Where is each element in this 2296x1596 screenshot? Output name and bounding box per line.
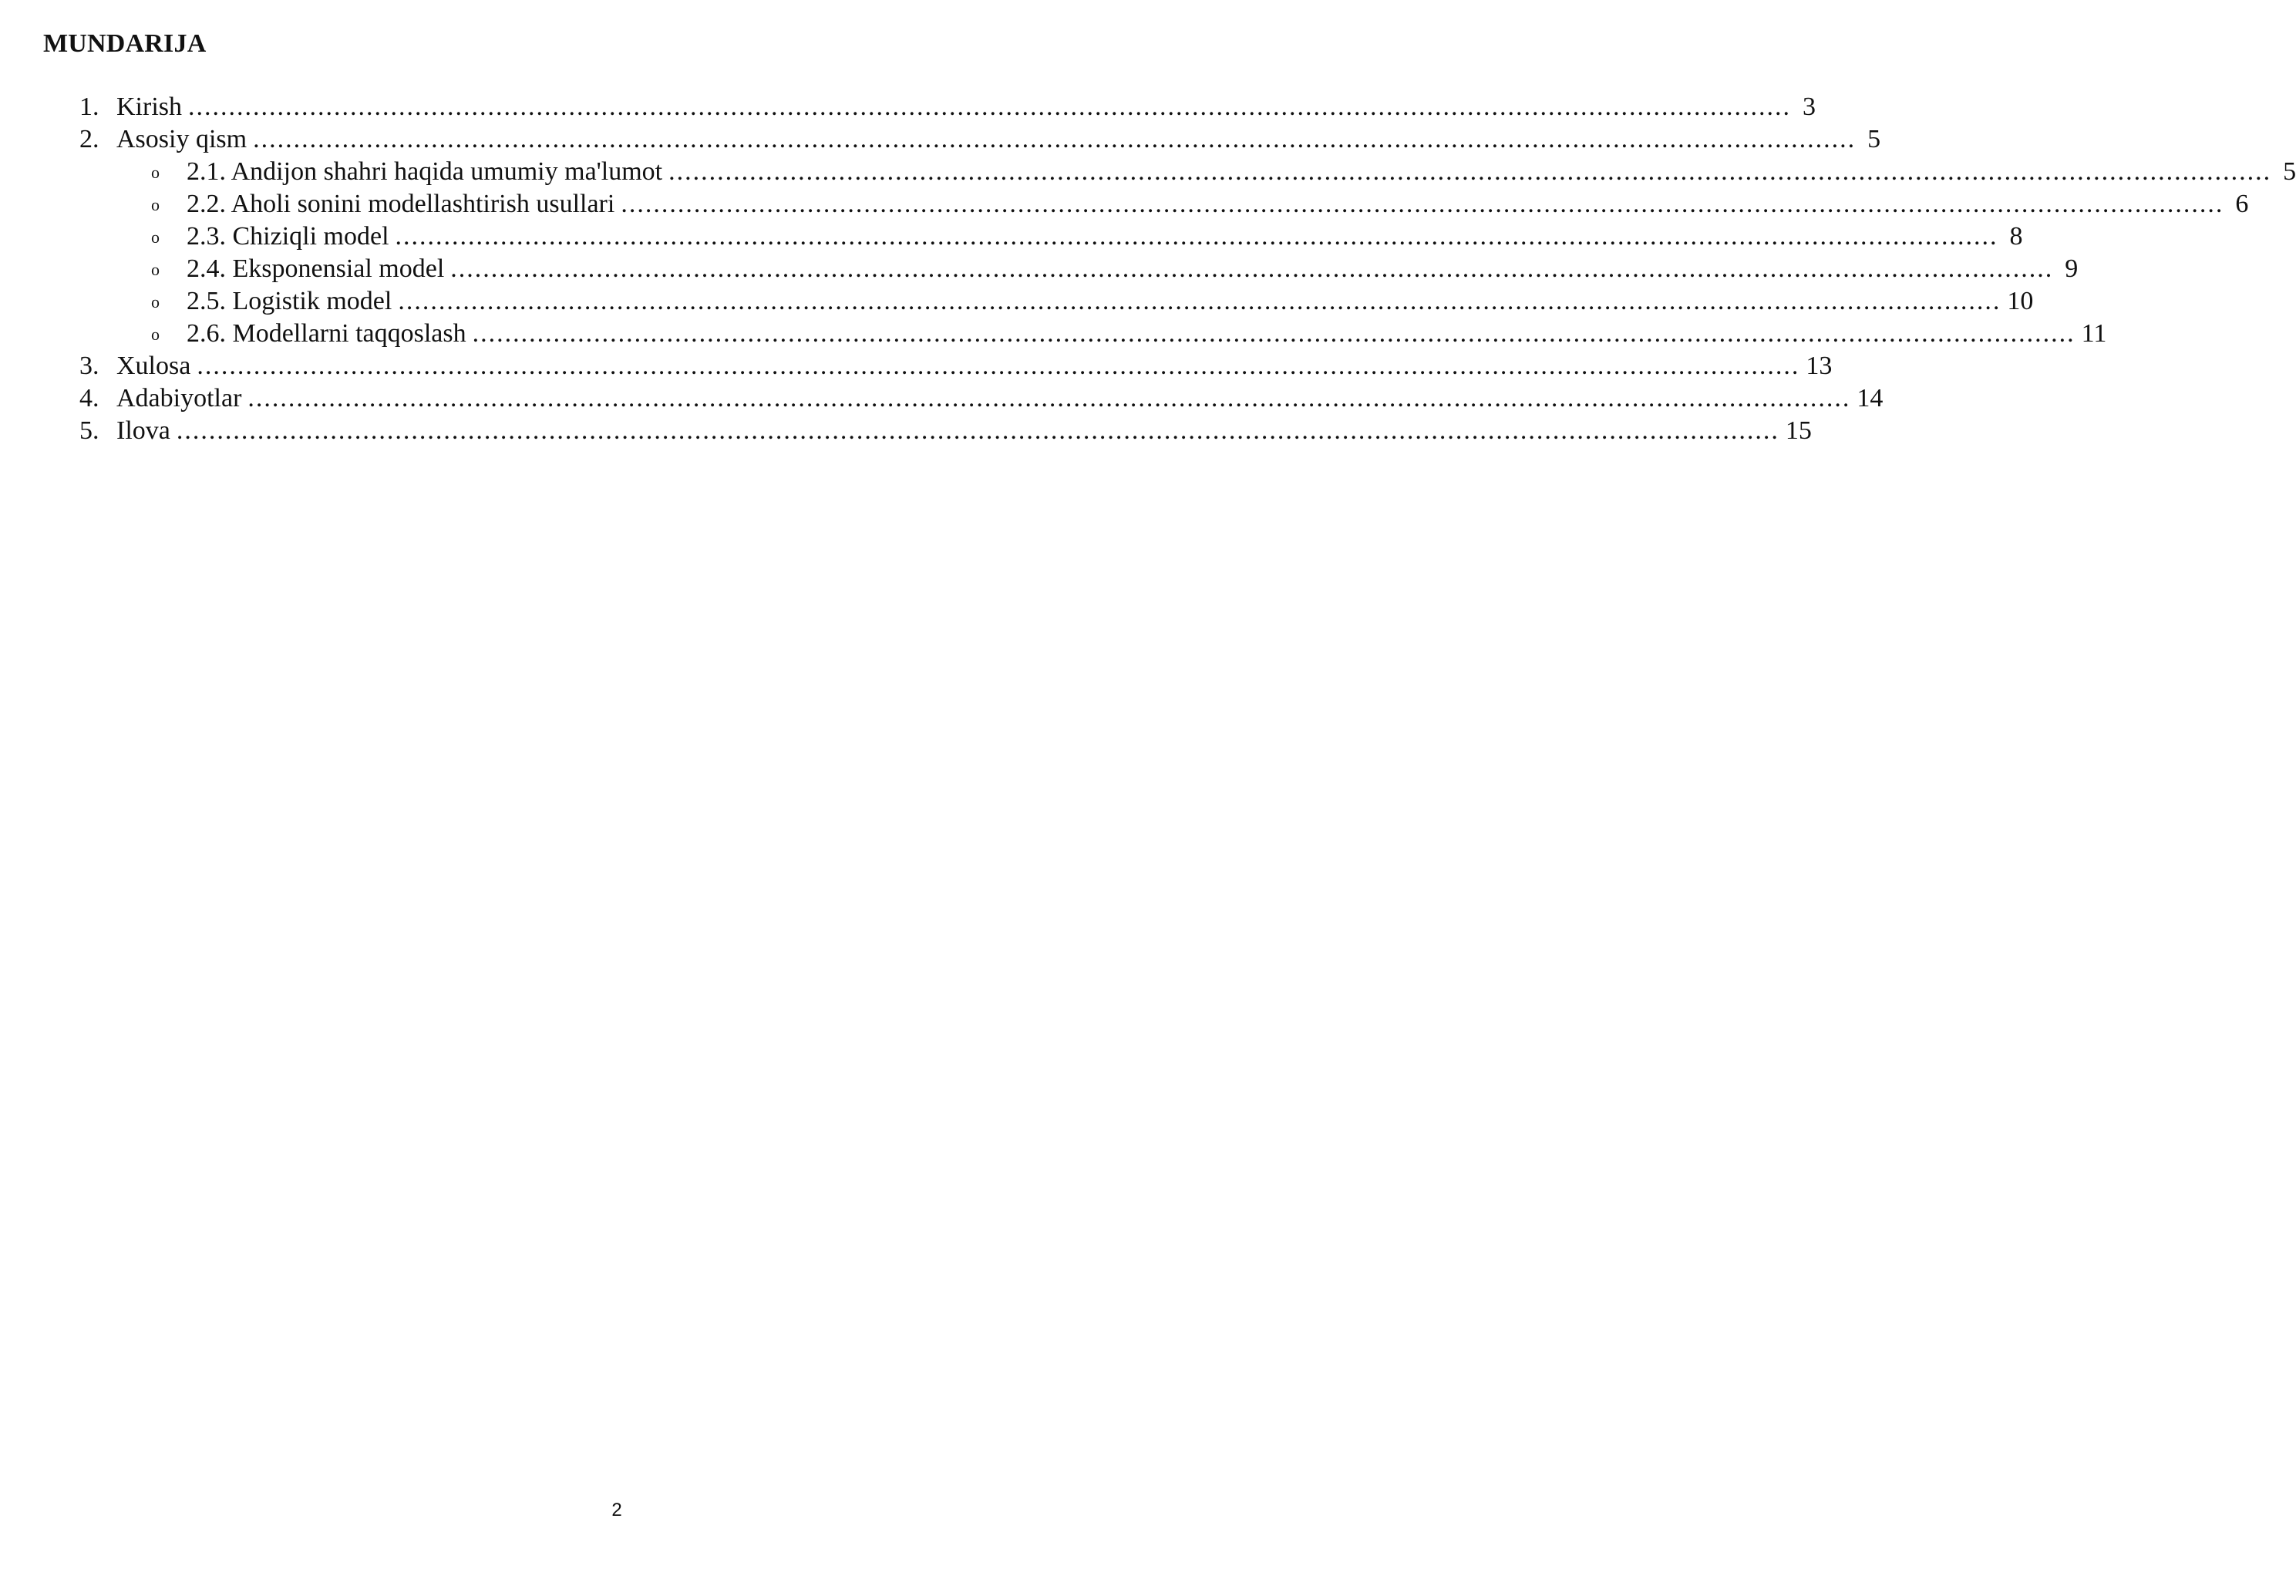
toc-item-number: 3. <box>79 352 99 380</box>
toc-item-page: 15 <box>1785 416 1812 445</box>
dot-leader: ...................................................................................................................................................................................................... <box>621 190 2224 218</box>
page-number: 2 <box>611 1500 622 1520</box>
toc-subitem-2-6[interactable] <box>151 318 2107 350</box>
toc-item-page: 3 <box>1803 93 1816 121</box>
toc-item-page: 5 <box>1867 125 1881 153</box>
toc-subitem-2-5[interactable] <box>151 285 2034 318</box>
toc-item-label: Xulosa <box>116 352 191 380</box>
toc-item-page: 13 <box>1806 352 1833 380</box>
toc-item-page: 9 <box>2065 254 2079 283</box>
toc-item-adabiyotlar[interactable] <box>79 382 1884 415</box>
toc-item-page: 5 <box>2283 157 2296 186</box>
dot-leader: ...................................................................................................................................................................................................... <box>176 416 1779 445</box>
toc-item-xulosa[interactable] <box>79 350 1833 382</box>
dot-leader: ...................................................................................................................................................................................................... <box>450 254 2054 283</box>
toc-item-number: 2. <box>79 125 99 153</box>
toc-subitem-2-2[interactable] <box>151 188 2249 221</box>
dot-leader: ...................................................................................................................................................................................................... <box>253 125 1857 153</box>
dot-leader: ...................................................................................................................................................................................................... <box>472 319 2075 348</box>
toc-item-page: 10 <box>2007 287 2034 315</box>
toc-item-number: 4. <box>79 384 99 412</box>
toc-item-label: 2.2. Aholi sonini modellashtirish usullari <box>187 190 615 218</box>
dot-leader: ...................................................................................................................................................................................................... <box>668 157 2272 186</box>
toc-item-label: Adabiyotlar <box>116 384 242 412</box>
toc-item-kirish[interactable] <box>79 91 1816 123</box>
dot-leader: ...................................................................................................................................................................................................... <box>395 222 1998 251</box>
toc-item-label: Kirish <box>116 93 182 121</box>
toc-item-number: 1. <box>79 93 99 121</box>
dot-leader: ...................................................................................................................................................................................................... <box>247 384 1851 412</box>
toc-item-asosiy-qism[interactable] <box>79 123 1881 156</box>
dot-leader: ...................................................................................................................................................................................................... <box>197 352 1800 380</box>
toc-item-label: 2.4. Eksponensial model <box>187 254 445 283</box>
toc-subitem-2-1[interactable] <box>151 156 2296 188</box>
toc-item-page: 11 <box>2081 319 2107 348</box>
toc-item-label: Ilova <box>116 416 170 445</box>
circle-bullet-icon: o <box>151 292 160 311</box>
toc-item-label: 2.6. Modellarni taqqoslash <box>187 319 466 348</box>
circle-bullet-icon: o <box>151 325 160 344</box>
circle-bullet-icon: o <box>151 260 160 279</box>
page-title: MUNDARIJA <box>43 29 207 58</box>
circle-bullet-icon: o <box>151 163 160 182</box>
dot-leader: ...................................................................................................................................................................................................... <box>188 93 1791 121</box>
toc-item-label: 2.1. Andijon shahri haqida umumiy ma'lumot <box>187 157 663 186</box>
toc-item-label: Asosiy qism <box>116 125 247 153</box>
toc-item-label: 2.3. Chiziqli model <box>187 222 389 251</box>
dot-leader: ...................................................................................................................................................................................................... <box>398 287 2001 315</box>
circle-bullet-icon: o <box>151 195 160 214</box>
toc-item-label: 2.5. Logistik model <box>187 287 392 315</box>
toc-item-number: 5. <box>79 416 99 445</box>
toc-item-ilova[interactable] <box>79 415 1812 447</box>
toc-item-page: 14 <box>1857 384 1884 412</box>
toc-item-page: 6 <box>2235 190 2249 218</box>
toc-subitem-2-3[interactable] <box>151 221 2023 253</box>
toc-subitem-2-4[interactable] <box>151 253 2079 285</box>
toc-item-page: 8 <box>2009 222 2023 251</box>
circle-bullet-icon: o <box>151 227 160 247</box>
